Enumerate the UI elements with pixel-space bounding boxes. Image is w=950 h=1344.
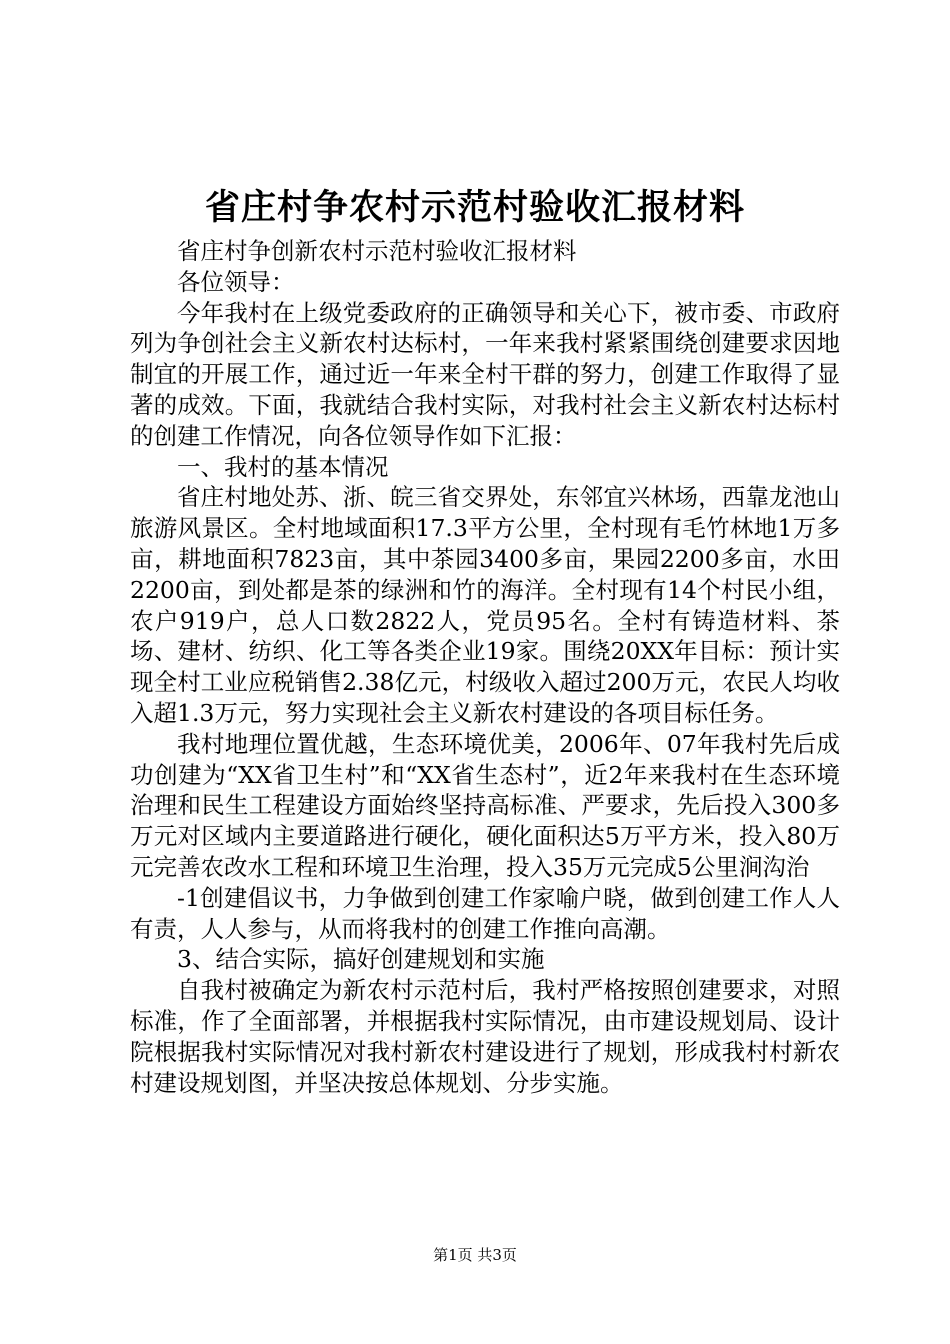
section-heading-basic-info: 一、我村的基本情况 xyxy=(177,452,389,481)
paragraph-initiative: -1创建倡议书，力争做到创建工作家喻户晓，做到创建工作人人有责，人人参与，从而将我村的创建工作推向高潮。 xyxy=(130,883,840,943)
paragraph-basic-info: 省庄村地处苏、浙、皖三省交界处，东邻宜兴林场，西靠龙池山旅游风景区。全村地域面积17.3平方公里，全村现有毛竹林地1万多亩，耕地面积7823亩，其中茶园3400多亩，果园2200多亩，水田2200亩，到处都是茶的绿洲和竹的海洋。全村现有14个村民小组，农户919户，总人口数2822人，党员95名。全村有铸造材料、茶场、建材、纺织、化工等各类企业19家。围绕20XX年目标：预计实现全村工业应税销售2.38亿元，村级收入超过200万元，农民人均收入超1.3万元，努力实现社会主义新农村建设的各项目标任务。 xyxy=(130,483,840,727)
paragraph-planning: 自我村被确定为新农村示范村后，我村严格按照创建要求，对照标准，作了全面部署，并根据我村实际情况，由市建设规划局、设计院根据我村实际情况对我村新农村建设进行了规划，形成我村村新农村建设规划图，并坚决按总体规划、分步实施。 xyxy=(130,976,840,1097)
paragraph-environment: 我村地理位置优越，生态环境优美，2006年、07年我村先后成功创建为“XX省卫生村”和“XX省生态村”，近2年来我村在生态环境治理和民生工程建设方面始终坚持高标准、严要求，先后投入300多万元对区域内主要道路进行硬化，硬化面积达5万平方米，投入80万元完善农改水工程和环境卫生治理，投入35万元完成5公里涧沟治 xyxy=(130,729,840,881)
paragraph-salutation: 各位领导： xyxy=(177,267,295,296)
section-heading-planning: 3、结合实际，搞好创建规划和实施 xyxy=(177,945,545,974)
paragraph-subtitle: 省庄村争创新农村示范村验收汇报材料 xyxy=(177,237,577,265)
document-body xyxy=(130,236,840,1098)
paragraph-intro: 今年我村在上级党委政府的正确领导和关心下，被市委、市政府列为争创社会主义新农村达标村，一年来我村紧紧围绕创建要求因地制宜的开展工作，通过近一年来全村干群的努力，创建工作取得了显著的成效。下面，我就结合我村实际，对我村社会主义新农村达标村的创建工作情况，向各位领导作如下汇报： xyxy=(130,298,840,450)
document-title: 省庄村争农村示范村验收汇报材料 xyxy=(204,187,745,228)
page-footer: 第1页 共3页 xyxy=(433,1246,517,1264)
